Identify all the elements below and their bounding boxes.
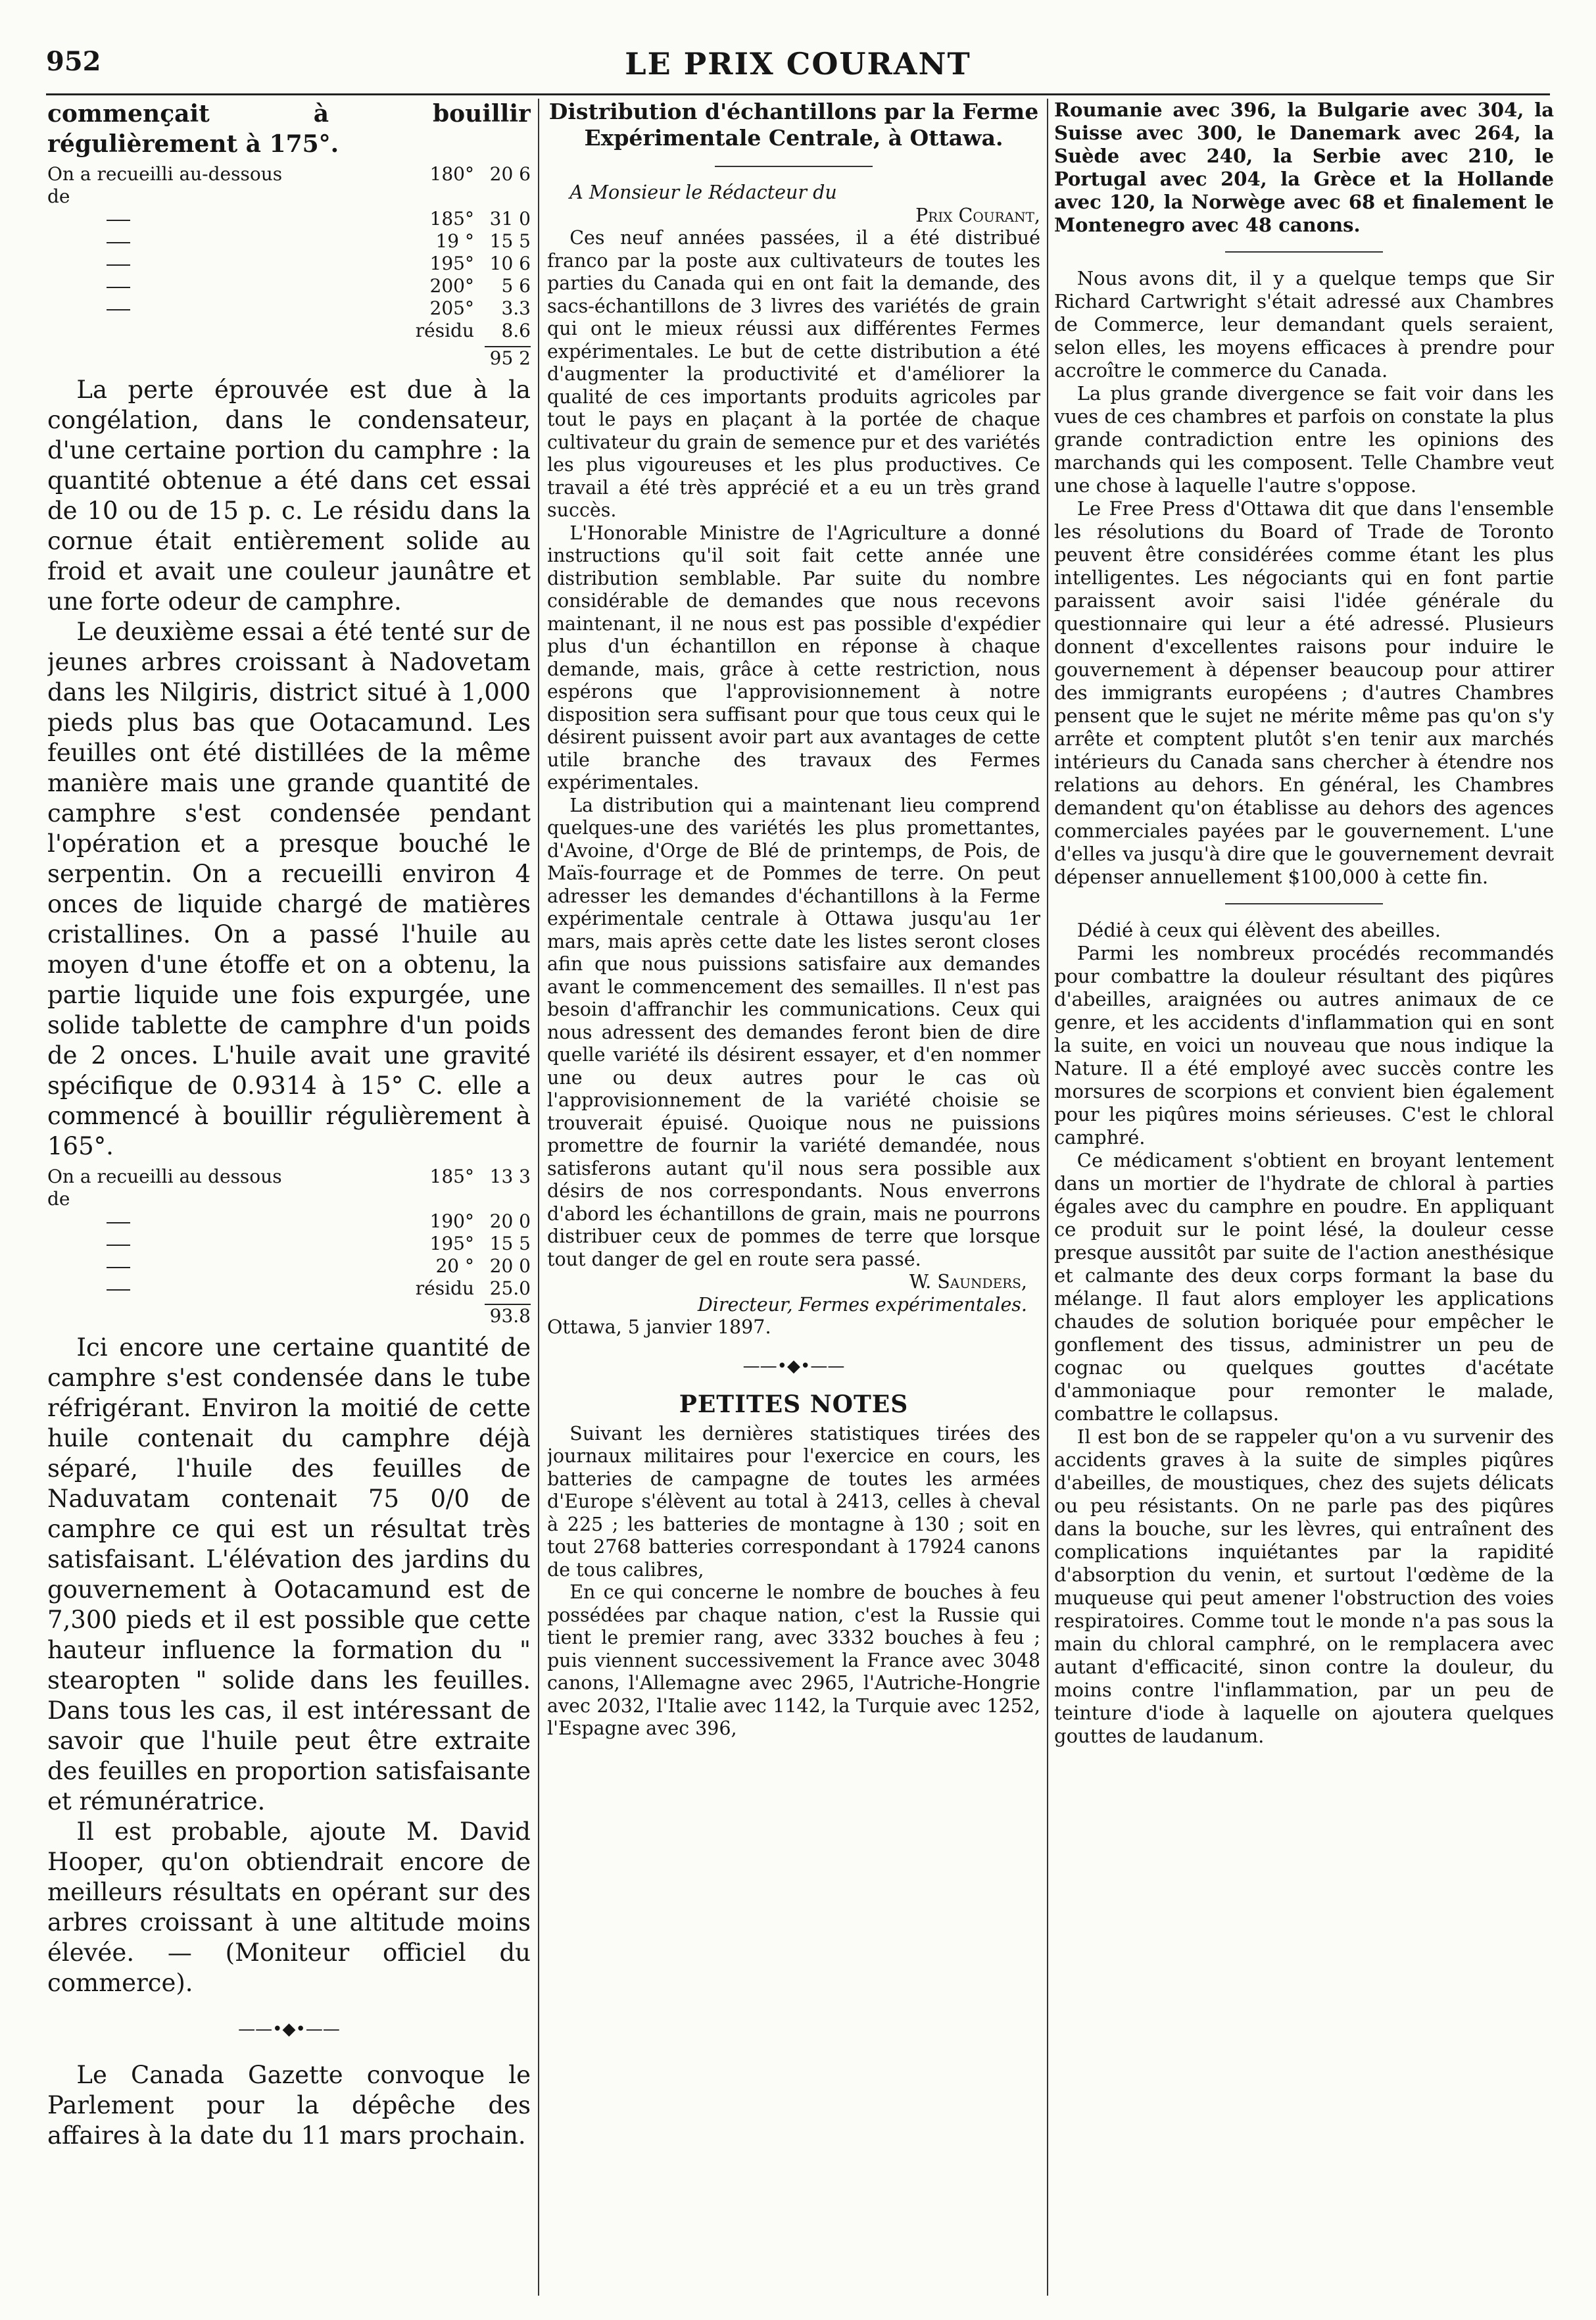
table-row: 195° 15 5 <box>47 1233 531 1255</box>
paragraph: Le Canada Gazette convoque le Parlement pour la dépêche des affaires à la date du 11 mars prochain. <box>47 2061 531 2150</box>
table-row: 200° 5 6 <box>47 275 531 297</box>
column-divider-1 <box>538 99 539 2296</box>
signature-title: Directeur, Fermes expérimentales. <box>697 1293 1027 1316</box>
paragraph: Ici encore une certaine quantité de camphre s'est condensée dans le tube réfrigérant. Environ la moitié de cette huile contenait du camphre déjà séparé, l'huile des feuilles de Naduvatam contenait 75 0/0 de camphre ce qui est un résultat très satisfaisant. L'élévation des jardins du gouvernement à Ootacamund est de 7,300 pieds et il est possible que cette hauteur influence la formation du " stearopten " solide dans les feuilles. Dans tous les cas, il est intéressant de savoir que l'huile peut être extraite des feuilles en proportion satisfaisante et rémunératrice. <box>47 1333 531 1815</box>
publication-title: LE PRIX COURANT <box>625 46 971 82</box>
paragraph: Le deuxième essai a été tenté sur de jeunes arbres croissant à Nadovetam dans les Nilgiris, district situé à 1,000 pieds plus bas que Ootacamund. Les feuilles ont été distillées de la même manière mais une grande quantité de camphre s'est condensée pendant l'opération et a presque bouché le serpentin. On a recueilli environ 4 onces de liquide chargé de matières cristallines. On a passé l'huile au moyen d'une étoffe et on a obtenu, la partie liquide une fois expurgée, une solide tablette de camphre d'un poids de 2 onces. L'huile avait une gravité spécifique de 0.9314 à 15° C. elle a commencé à bouillir régulièrement à 165°. <box>47 618 531 1160</box>
subheading: Dédié à ceux qui élèvent des abeilles. <box>1076 919 1441 941</box>
paragraph: La distribution qui a maintenant lieu comprend quelques-une des variétés les plus promettantes, d'Avoine, d'Orge de Blé de printemps, de Pois, de Maïs-fourrage et de Pommes de terre. On peut adresser les demandes d'échantillons à la Ferme expérimentale centrale à Ottawa jusqu'au 1er mars, mais après cette date les listes seront closes afin que nous puissions satisfaire aux demandes avant le commencement des semailles. Il n'est pas besoin d'affranchir les communications. Ceux qui nous adressent des demandes feront bien de dire quelle variété ils désirent essayer, et d'en nommer une ou deux autres pour le cas où l'approvisionnement de la variété choisie se trouverait épuisé. Quoique nous ne puissions promettre de fournir la variété demandée, nous satisferons autant qu'il nous sera possible aux désirs de nos correspondants. Nous enverrons d'abord les échantillons de grain, mais ne pourrons distribuer ceux de pommes de terre que lorsque tout danger de gel en route sera passé. <box>547 794 1040 1270</box>
page-header <box>46 20 1550 86</box>
table-row: résidu 8.6 <box>415 320 531 341</box>
paragraph: Ce médicament s'obtient en broyant lentement dans un mortier de l'hydrate de chloral à parties égales avec du camphre en poudre. En appliquant ce produit sur le point lésé, la douleur cesse presque aussitôt par suite de l'action anesthésique et calmante des deux corps formant la base du mélange. Il faut alors employer les applications chaudes de solution boriquée pour empêcher le gonflement des tissus, administrer un peu de cognac ou quelques gouttes d'acétate d'ammoniaque pour remonter le malade, combattre le collapsus. <box>1054 1149 1554 1425</box>
paragraph: Il est probable, ajoute M. David Hooper, qu'on obtiendrait encore de meilleurs résultats en opérant sur des arbres croissant à une altitude moins élevée. — (Moniteur officiel du commerce). <box>47 1817 531 1997</box>
table-row: 185° 31 0 <box>47 208 531 230</box>
paragraph: En ce qui concerne le nombre de bouches à feu possédées par chaque nation, c'est la Russie qui tient le premier rang, avec 3332 bouches à feu ; puis viennent successivement la France avec 3048 canons, l'Allemagne avec 2965, l'Autriche-Hongrie avec 2032, l'Italie avec 1142, la Turquie avec 1252, l'Espagne avec 396, <box>547 1581 1040 1739</box>
column-divider-2 <box>1047 99 1048 2296</box>
table-row: On a recueilli au dessous de 185° 13 3 <box>47 1166 531 1210</box>
table-row: 20 ° 20 0 <box>47 1255 531 1277</box>
ornament-divider: ——•◆•—— <box>742 1356 845 1376</box>
short-rule <box>715 166 873 167</box>
paragraph: L'Honorable Ministre de l'Agriculture a donné instructions qu'il soit fait cette année une distribution semblable. Par suite du nombre considérable de demandes que nous recevons maintenant, il ne nous est pas possible d'expédier plus d'un échantillon en réponse à chaque demande, mais, grâce à cette restriction, nous espérons que l'approvisionnement à notre disposition sera suffisant pour que tous ceux qui le désirent puissent avoir part aux avantages de cette utile branche des travaux des Fermes expérimentales. <box>547 522 1040 793</box>
section-title: PETITES NOTES <box>679 1391 909 1418</box>
column-1 <box>47 99 531 2296</box>
table-total: 95 2 <box>485 346 531 370</box>
paragraph: Nous avons dit, il y a quelque temps que Sir Richard Cartwright s'était adressé aux Chambres de Commerce, leur demandant quels seraient, selon elles, les moyens efficaces à prendre pour accroître le commerce du Canada. <box>1054 267 1554 382</box>
table-row: 205° 3.3 <box>47 297 531 320</box>
column-2 <box>547 99 1040 2296</box>
page-number: 952 <box>46 46 101 77</box>
salutation-recipient: Prix Courant, <box>915 204 1040 226</box>
distillation-table-1 <box>47 163 531 370</box>
header-rule <box>46 93 1550 95</box>
col3-opening: Roumanie avec 396, la Bulgarie avec 304, la Suisse avec 300, le Danemark avec 264, la Suède avec 240, la Serbie avec 210, le Portugal avec 204, la Grèce et la Hollande avec 120, la Norwège avec 68 et finalement le Montenegro avec 48 canons. <box>1054 99 1554 236</box>
paragraph: Suivant les dernières statistiques tirées des journaux militaires pour l'exercice en cours, les batteries de campagne de toutes les armées d'Europe s'élèvent au total à 2413, celles à cheval à 225 ; les batteries de montagne à 130 ; soit en tout 2768 batteries correspondant à 17924 canons de tous calibres, <box>547 1422 1040 1581</box>
paragraph: La perte éprouvée est due à la congélation, dans le condensateur, d'une certaine portion du camphre : la quantité obtenue a été dans cet essai de 10 ou de 15 p. c. Le résidu dans la cornue était entièrement solide au froid et avait une couleur jaunâtre et une forte odeur de camphre. <box>47 376 531 616</box>
table-row: 19 ° 15 5 <box>47 230 531 253</box>
table-row: On a recueilli au-dessous de 180° 20 6 <box>47 163 531 207</box>
paragraph: Le Free Press d'Ottawa dit que dans l'ensemble les résolutions du Board of Trade de Toronto peuvent être considérées comme étant les plus intelligentes. Les négociants qui en font partie paraissent avoir saisi l'idée générale du questionnaire qui leur a été adressé. Plusieurs donnent d'excellentes raisons pour induire le gouvernement à dépenser beaucoup pour attirer des immigrants européens ; d'autres Chambres pensent que le sujet ne mérite même pas qu'on s'y arrête et comptent plutôt s'en tenir aux marchés intérieurs du Canada sans chercher à étendre nos relations au dehors. En général, les Chambres demandent qu'on établisse au dehors des agences commerciales payées par le gouvernement. L'une d'elles va jusqu'à dire que le gouvernement devrait dépenser annuellement $100,000 à cette fin. <box>1054 497 1554 888</box>
column-3 <box>1054 99 1554 2296</box>
table-intro: On a recueilli au-dessous de <box>47 163 283 207</box>
table-row: 190° 20 0 <box>47 1210 531 1233</box>
table-total: 93.8 <box>485 1304 531 1327</box>
col1-opening: commençait à bouillir régulièrement à 175°. <box>47 100 531 158</box>
signature-place-date: Ottawa, 5 janvier 1897. <box>547 1316 771 1338</box>
paragraph: Il est bon de se rappeler qu'on a vu survenir des accidents graves à la suite de simples piqûres d'abeilles, de moustiques, chez des sujets délicats ou peu résistants. On ne parle pas des piqûres dans la bouche, sur les lèvres, qui entraînent des complications inquiétantes par la rapidité d'absorption du venin, et surtout l'œdème de la muqueuse qui peut amener l'obstruction des voies respiratoires. Comme tout le monde n'a pas sous la main du chloral camphré, on le remplacera avec autant d'efficacité, sinon contre la douleur, du moins contre l'inflammation, par un peu de teinture d'iode à laquelle on ajoutera quelques gouttes de laudanum. <box>1054 1425 1554 1747</box>
short-rule <box>1225 903 1383 904</box>
article-heading: Distribution d'échantillons par la Ferme Expérimentale Centrale, à Ottawa. <box>548 99 1039 151</box>
distillation-table-2 <box>47 1166 531 1327</box>
table-row: résidu 25.0 <box>47 1277 531 1300</box>
salutation: A Monsieur le Rédacteur du <box>569 182 837 203</box>
signature-name: W. Saunders, <box>909 1271 1027 1293</box>
paragraph: Parmi les nombreux procédés recommandés pour combattre la douleur résultant des piqûres d'abeilles, araignées ou autres animaux de ce genre, et les accidents d'inflammation qui en sont la suite, en voici un nouveau que nous indique la Nature. Il a été employé avec succès contre les morsures de scorpions et convient bien également pour les piqûres moins sérieuses. C'est le chloral camphré. <box>1054 942 1554 1148</box>
ornament-divider: ——•◆•—— <box>238 2019 340 2039</box>
table-row: 195° 10 6 <box>47 253 531 275</box>
short-rule <box>1225 251 1383 253</box>
paragraph: La plus grande divergence se fait voir dans les vues de ces chambres et parfois on constate la plus grande contradiction entre les opinions des marchands qui les composent. Telle Chambre veut une chose à laquelle l'autre s'oppose. <box>1054 382 1554 497</box>
paragraph: Ces neuf années passées, il a été distribué franco par la poste aux cultivateurs de toutes les parties du Canada qui en ont fait la demande, des sacs-échantillons de 3 livres des variétés de grain qui ont le mieux réussi aux différentes Fermes expérimentales. Le but de cette distribution a été d'augmenter la productivité et d'améliorer la qualité de ces importants produits agricoles par tout le pays en plaçant à la portée de chaque cultivateur du grain de semence pur et des variétés les plus vigoureuses et les plus productives. Ce travail a été très apprécié et a eu un très grand succès. <box>547 227 1040 521</box>
table-intro: On a recueilli au dessous de <box>47 1166 282 1210</box>
